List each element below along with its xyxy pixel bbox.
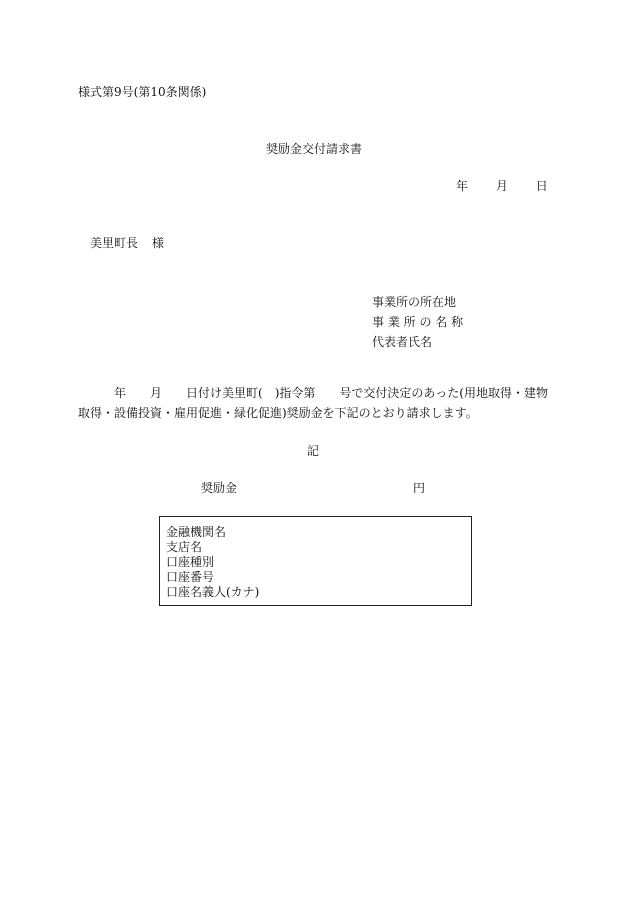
amount-unit: 円 <box>413 481 426 495</box>
body-month-label: 月 <box>150 386 163 400</box>
date-line <box>456 180 548 192</box>
addressee-honorific: 様 <box>152 236 165 250</box>
addressee-name: 美里町長 <box>90 236 139 250</box>
applicant-representative-label: 代表者氏名 <box>372 335 433 349</box>
bank-name-label: 金融機関名 <box>166 525 227 539</box>
form-number: 様式第9号(第10条関係) <box>78 85 207 99</box>
date-year-label: 年 <box>456 179 469 193</box>
date-day-label: 日 <box>535 179 548 193</box>
body-year-label: 年 <box>114 386 127 400</box>
ki-heading: 記 <box>307 444 320 458</box>
account-holder-label: 口座名義人(カナ) <box>166 585 260 599</box>
body-line1-text: 日付け美里町( )指令第 号で交付決定のあった(用地取得・建物 <box>186 386 548 400</box>
body-line-2: 取得・設備投資・雇用促進・緑化促進)奨励金を下記のとおり請求します。 <box>78 406 478 420</box>
applicant-address-label: 事業所の所在地 <box>372 295 457 309</box>
body-line-1 <box>114 387 548 399</box>
applicant-block <box>372 292 463 352</box>
addressee <box>90 237 164 249</box>
document-title: 奨励金交付請求書 <box>266 142 363 156</box>
bank-info-box <box>159 516 472 606</box>
branch-name-label: 支店名 <box>166 540 203 554</box>
account-number-label: 口座番号 <box>166 570 215 584</box>
applicant-name-label: 事 業 所 の 名 称 <box>372 315 464 329</box>
account-type-label: 口座種別 <box>166 555 215 569</box>
date-month-label: 月 <box>495 179 508 193</box>
amount-label: 奨励金 <box>201 481 238 495</box>
